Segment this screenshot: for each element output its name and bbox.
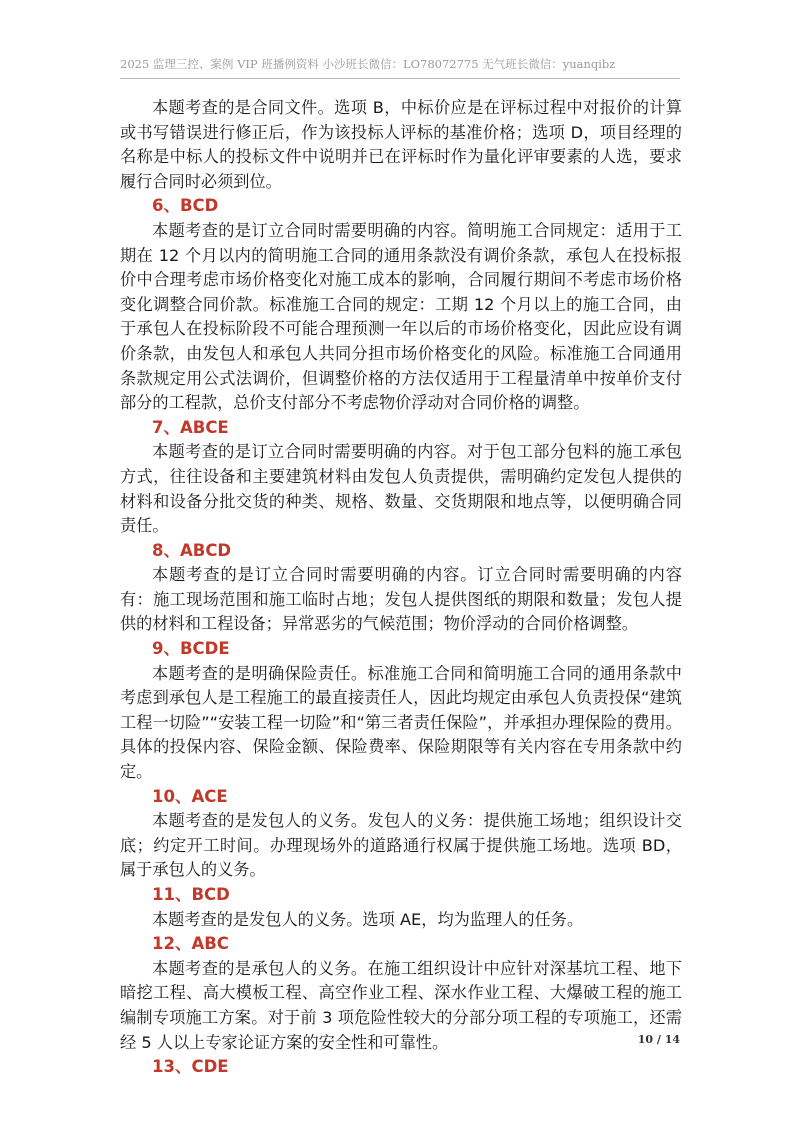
page-header: 2025 监理三控、案例 VIP 班播例资料 小沙班长微信：LO78072775 无气班长微信：yuanqibz — [120, 56, 680, 79]
answer-heading: 8、ABCD — [152, 540, 232, 560]
explanation-paragraph: 本题考查的是发包人的义务。发包人的义务：提供施工场地；组织设计交底；约定开工时间。办理现场外的道路通行权属于提供施工场地。选项 BD，属于承包人的义务。 — [120, 811, 682, 880]
answer-heading: 10、ACE — [152, 786, 228, 806]
answer-heading: 12、ABC — [152, 934, 229, 954]
explanation-paragraph: 本题考查的是订立合同时需要明确的内容。订立合同时需要明确的内容有：施工现场范围和施工临时占地；发包人提供图纸的期限和数量；发包人提供的材料和工程设备；异常恶劣的气候范围；物价浮动的合同价格调整。 — [120, 565, 682, 634]
answer-heading: 13、CDE — [152, 1057, 229, 1077]
page-number: 10 / 14 — [637, 1033, 680, 1046]
explanation-paragraph: 本题考查的是合同文件。选项 B，中标价应是在评标过程中对报价的计算或书写错误进行修正后，作为该投标人评标的基准价格；选项 D，项目经理的名称是中标人的投标文件中说明并已在评标时作为量化评审要素的人选，要求履行合同时必须到位。 — [120, 98, 682, 191]
answer-heading: 11、BCD — [152, 885, 230, 904]
answer-heading: 6、BCD — [152, 196, 219, 216]
explanation-paragraph: 本题考查的是订立合同时需要明确的内容。简明施工合同规定：适用于工期在 12 个月以内的简明施工合同的通用条款没有调价条款，承包人在投标报价中合理考虑市场价格变化对施工成本的影响，合同履行期间不考虑市场价格变化调整合同价款。标准施工合同的规定：工期 12 个月以上的施工合同，由于承包人在投标阶段不可能合理预测一年以后的市场价格变化，因此应设有调价条款，由发包人和承包人共同分担市场价格变化的风险。标准施工合同通用条款规定用公式法调价，但调整价格的方法仅适用于工程量清单中按单价支付部分的工程款，总价支付部分不考虑物价浮动对合同价格的调整。 — [120, 220, 682, 413]
explanation-paragraph: 本题考查的是明确保险责任。标准施工合同和简明施工合同的通用条款中考虑到承包人是工程施工的最直接责任人，因此均规定由承包人负责投保“建筑工程一切险”“安装工程一切险”和“第三者责任保险”，并承担办理保险的费用。具体的投保内容、保险金额、保险费率、保险期限等有关内容在专用条款中约定。 — [120, 663, 682, 782]
answer-heading: 7、ABCE — [152, 417, 229, 437]
answer-heading: 9、BCDE — [152, 639, 230, 659]
explanation-paragraph: 本题考查的是发包人的义务。选项 AE，均为监理人的任务。 — [152, 909, 584, 929]
explanation-paragraph: 本题考查的是承包人的义务。在施工组织设计中应针对深基坑工程、地下暗挖工程、高大模板工程、高空作业工程、深水作业工程、大爆破工程的施工编制专项施工方案。对于前 3 项危险性较大的分部分项工程的专项施工，还需经 5 人以上专家论证方案的安全性和可靠性。 — [120, 958, 682, 1052]
explanation-paragraph: 本题考查的是订立合同时需要明确的内容。对于包工部分包料的施工承包方式，往往设备和主要建筑材料由发包人负责提供，需明确约定发包人提供的材料和设备分批交货的种类、规格、数量、交货期限和地点等，以便明确合同责任。 — [120, 442, 682, 536]
